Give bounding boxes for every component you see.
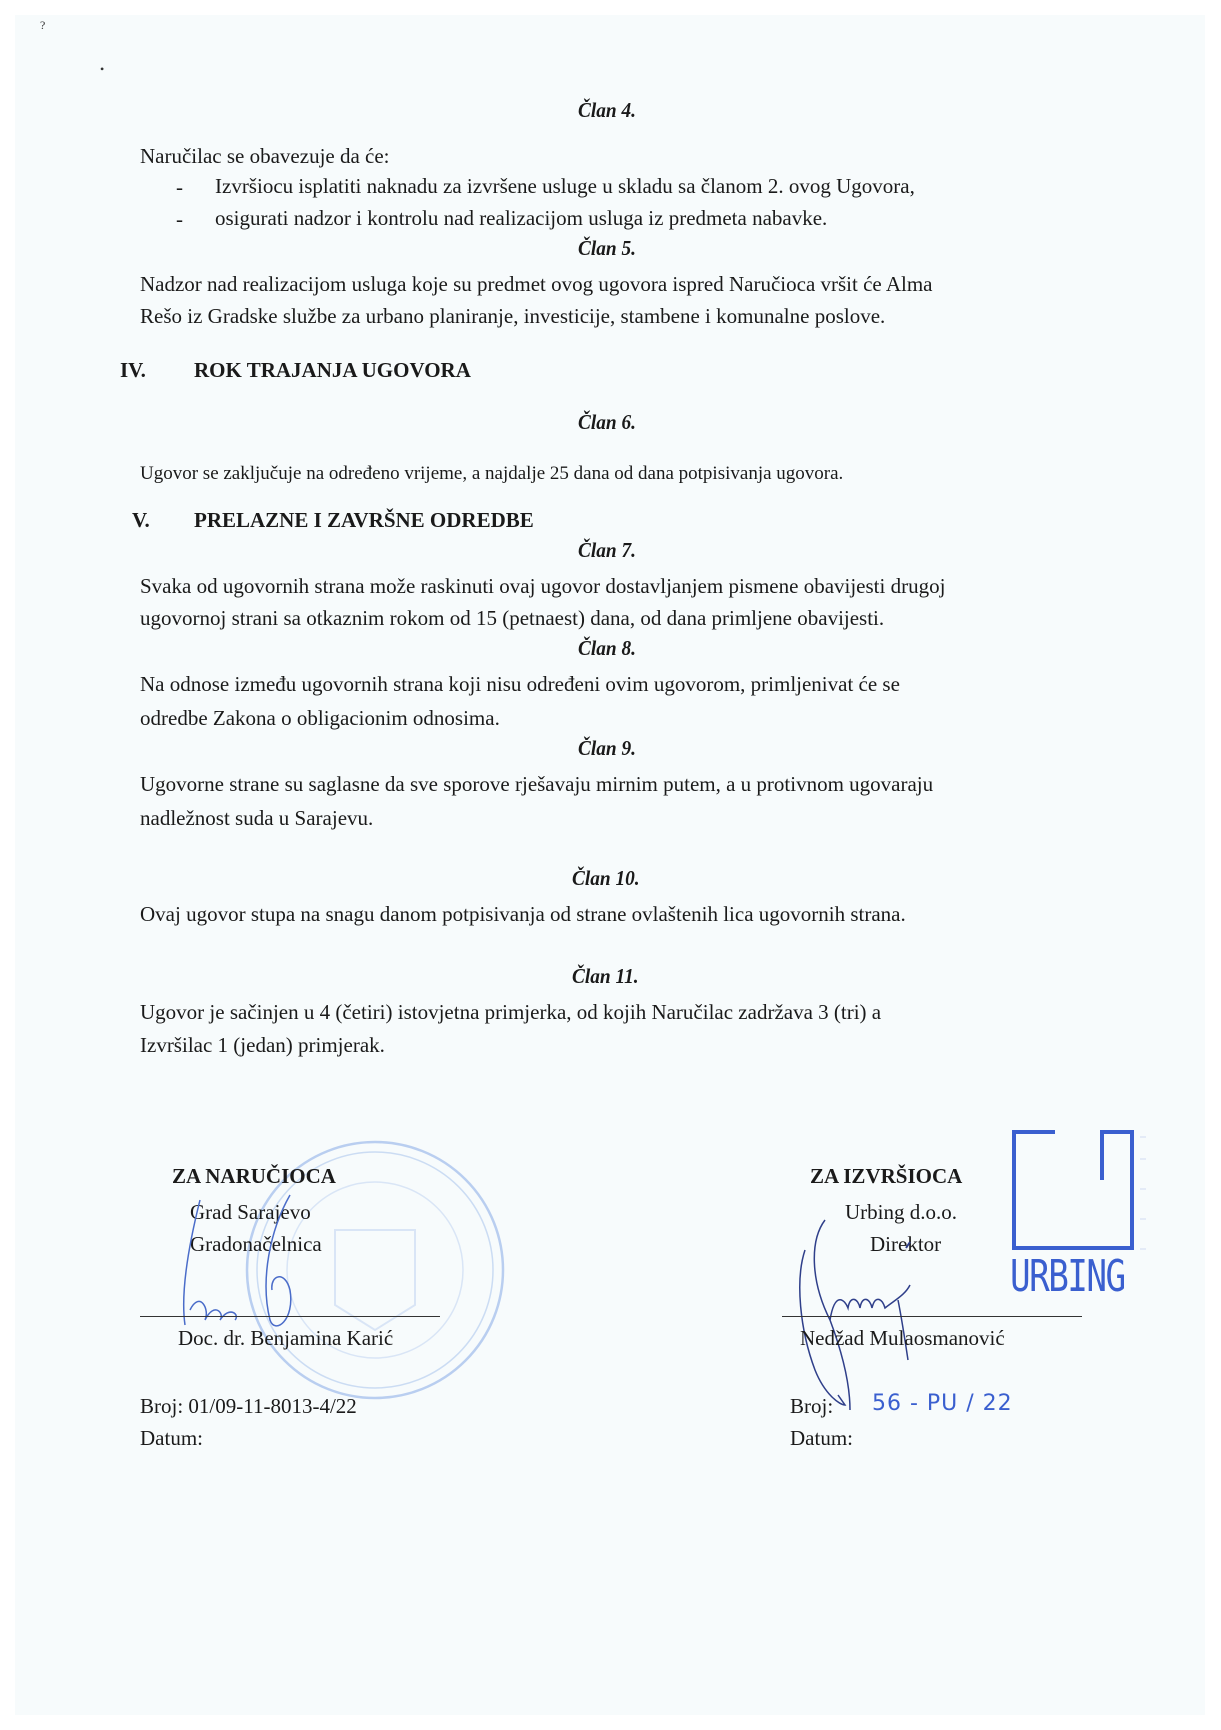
- article-heading: Član 4.: [578, 98, 636, 122]
- article-line: ugovornoj strani sa otkaznim rokom od 15 (petnaest) dana, od dana primljene obavijesti.: [140, 606, 885, 630]
- scan-artifact: •: [100, 62, 105, 76]
- signature-line: [140, 1316, 440, 1317]
- signatory-name: Nedžad Mulaosmanović: [800, 1326, 1005, 1350]
- section-number: V.: [132, 508, 150, 532]
- article-intro: Naručilac se obavezuje da će:: [140, 144, 390, 168]
- article-line: Svaka od ugovornih strana može raskinuti ovaj ugovor dostavljanjem pismene obavijesti drugoj: [140, 574, 946, 598]
- bullet-marker: -: [176, 207, 183, 231]
- signature-line: [782, 1316, 1082, 1317]
- bullet-item: osigurati nadzor i kontrolu nad realizacijom usluga iz predmeta nabavke.: [215, 206, 828, 230]
- broj-label: Broj:: [140, 1394, 184, 1418]
- signatory-org: Grad Sarajevo: [190, 1200, 311, 1224]
- signatory-org: Urbing d.o.o.: [845, 1200, 957, 1224]
- article-line: Rešo iz Gradske službe za urbano planiranje, investicije, stambene i komunalne poslove.: [140, 304, 886, 328]
- datum-label: Datum:: [140, 1426, 203, 1450]
- article-heading: Član 10.: [572, 866, 640, 890]
- bullet-item: Izvršiocu isplatiti naknadu za izvršene usluge u skladu sa članom 2. ovog Ugovora,: [215, 174, 915, 198]
- broj-value-handwritten: 56 - PU / 22: [872, 1391, 1013, 1416]
- broj-label: Broj:: [790, 1394, 834, 1418]
- article-heading: Član 9.: [578, 736, 636, 760]
- section-title: ROK TRAJANJA UGOVORA: [194, 358, 471, 382]
- article-heading: Član 8.: [578, 636, 636, 660]
- article-line: Ugovor je sačinjen u 4 (četiri) istovjetna primjerka, od kojih Naručilac zadržava 3 (tri) a: [140, 1000, 882, 1024]
- urbing-logo-text: URBING: [1010, 1251, 1125, 1302]
- article-line: Izvršilac 1 (jedan) primjerak.: [140, 1033, 385, 1057]
- article-line: Na odnose između ugovornih strana koji nisu određeni ovim ugovorom, primljenivat će se: [140, 672, 900, 696]
- article-line: Ugovorne strane su saglasne da sve sporove rješavaju mirnim putem, a u protivnom ugovaraju: [140, 772, 934, 796]
- article-line: Nadzor nad realizacijom usluga koje su predmet ovog ugovora ispred Naručioca vršit će Alma: [140, 272, 933, 296]
- section-title: PRELAZNE I ZAVRŠNE ODREDBE: [194, 508, 534, 532]
- article-heading: Član 7.: [578, 538, 636, 562]
- reference-number-label: [140, 1390, 357, 1422]
- signature-scribble: [160, 1190, 310, 1340]
- signatory-heading: ZA IZVRŠIOCA: [810, 1164, 963, 1188]
- article-heading: Član 5.: [578, 236, 636, 260]
- datum-label: Datum:: [790, 1426, 853, 1450]
- article-line: nadležnost suda u Sarajevu.: [140, 806, 374, 830]
- bullet-marker: -: [176, 175, 183, 199]
- article-heading: Član 6.: [578, 410, 636, 434]
- section-number: IV.: [120, 358, 146, 382]
- signatory-role: Gradonačelnica: [190, 1232, 322, 1256]
- broj-value: 01/09-11-8013-4/22: [188, 1394, 357, 1418]
- signatory-name: Doc. dr. Benjamina Karić: [178, 1326, 394, 1350]
- article-line: Ugovor se zaključuje na određeno vrijeme, a najdalje 25 dana od dana potpisivanja ugovora.: [140, 463, 844, 484]
- article-line: odredbe Zakona o obligacionim odnosima.: [140, 706, 500, 730]
- scan-artifact: ?: [40, 18, 46, 32]
- signatory-heading: ZA NARUČIOCA: [172, 1164, 336, 1188]
- signatory-role: Direktor: [870, 1232, 942, 1256]
- article-heading: Član 11.: [572, 964, 639, 988]
- article-line: Ovaj ugovor stupa na snagu danom potpisivanja od strane ovlaštenih lica ugovornih strana.: [140, 902, 906, 926]
